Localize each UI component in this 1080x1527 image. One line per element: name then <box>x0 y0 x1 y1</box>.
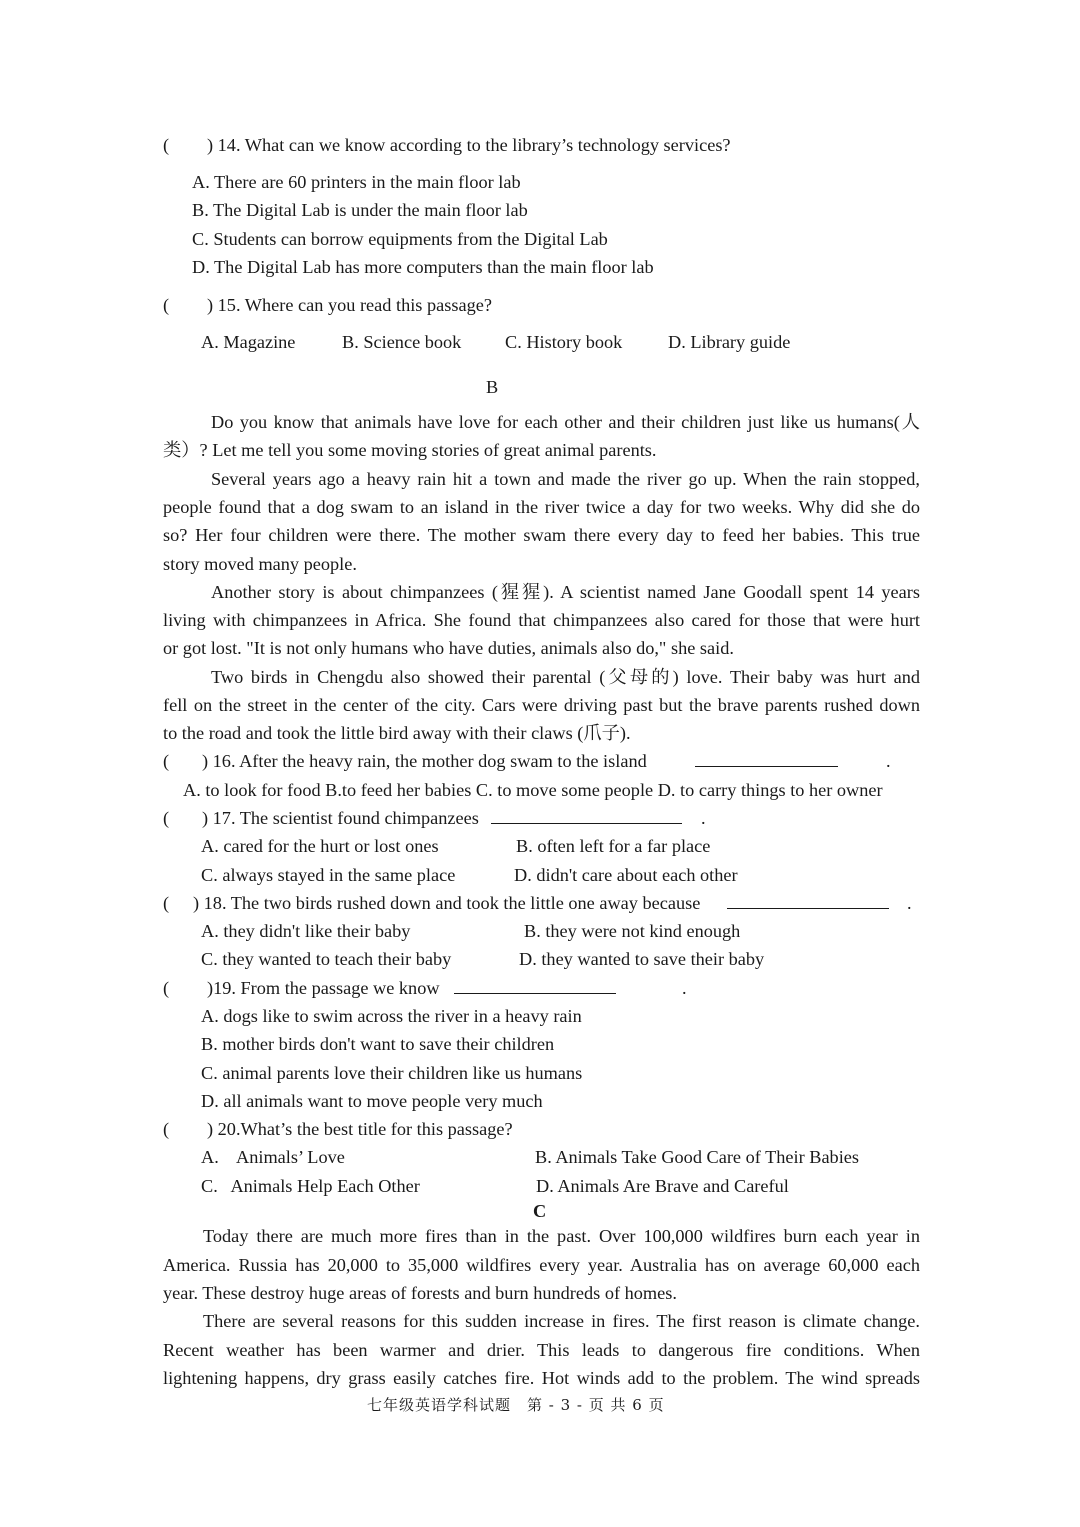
section-b-line-9: or got lost. "It is not only humans who have duties, animals also do," she said. <box>163 638 734 658</box>
section-c-line-3: year. These destroy huge areas of forests and burn hundreds of homes. <box>163 1283 677 1303</box>
q15-bracket: ( <box>163 295 170 315</box>
section-b-line-11: fell on the street in the center of the city. Cars were driving past but the brave parents rushed down <box>163 695 920 715</box>
section-b-heading: B <box>486 377 499 397</box>
q17-option-d: D. didn't care about each other <box>514 865 738 885</box>
q16-stem: ) 16. After the heavy rain, the mother dog swam to the island <box>202 751 647 771</box>
section-b-line-4: people found that a dog swam to an island in the river twice a day for two weeks. Why did she do <box>163 497 920 517</box>
q17-option-b: B. often left for a far place <box>516 836 711 856</box>
q18-option-a: A. they didn't like their baby <box>201 921 411 941</box>
q19-option-d: D. all animals want to move people very much <box>201 1091 543 1111</box>
q18-bracket: ( <box>163 893 170 913</box>
q16-answer-blank <box>695 749 838 773</box>
section-b-line-3: Several years ago a heavy rain hit a town and made the river go up. When the rain stopped, <box>211 469 920 489</box>
q14-option-d: D. The Digital Lab has more computers than the main floor lab <box>192 257 654 277</box>
q14-option-a: A. There are 60 printers in the main floor lab <box>192 172 521 192</box>
q19-bracket: ( <box>163 978 170 998</box>
section-c-line-4: There are several reasons for this sudden increase in fires. The first reason is climate change. <box>203 1311 920 1331</box>
q17-option-c: C. always stayed in the same place <box>201 865 456 885</box>
q15-option-a: A. Magazine <box>201 332 296 352</box>
q15-stem: ) 15. Where can you read this passage? <box>207 295 492 315</box>
q19-option-c: C. animal parents love their children like us humans <box>201 1063 583 1083</box>
section-b-line-10: Two birds in Chengdu also showed their parental (父母的) love. Their baby was hurt and <box>211 667 920 687</box>
q18-option-c: C. they wanted to teach their baby <box>201 949 452 969</box>
section-b-line-12: to the road and took the little bird away with their claws (爪子). <box>163 723 631 743</box>
section-c-line-1: Today there are much more fires than in the past. Over 100,000 wildfires burn each year in <box>203 1226 920 1246</box>
q15-option-b: B. Science book <box>342 332 462 352</box>
section-b-line-2: 类）? Let me tell you some moving stories of great animal parents. <box>163 440 657 460</box>
section-b-line-1: Do you know that animals have love for each other and their children just like us humans(人 <box>211 412 920 432</box>
page-footer: 七年级英语学科试题 第 - 3 - 页 共 6 页 <box>367 1396 665 1414</box>
q20-bracket: ( <box>163 1119 170 1139</box>
section-b-line-5: so? Her four children were there. The mother swam there every day to feed her babies. This true <box>163 525 920 545</box>
q14-stem: ) 14. What can we know according to the library’s technology services? <box>207 135 731 155</box>
q14-option-c: C. Students can borrow equipments from the Digital Lab <box>192 229 608 249</box>
q18-option-b: B. they were not kind enough <box>524 921 741 941</box>
q16-options: A. to look for food B.to feed her babies C. to move some people D. to carry things to her owner <box>183 780 883 800</box>
q19-option-a: A. dogs like to swim across the river in a heavy rain <box>201 1006 582 1026</box>
q17-answer-blank <box>491 806 682 830</box>
q17-stem: ) 17. The scientist found chimpanzees <box>202 808 479 828</box>
section-c-heading: C <box>533 1201 547 1221</box>
q20-stem: ) 20.What’s the best title for this passage? <box>207 1119 513 1139</box>
q16-end-period: . <box>886 751 891 771</box>
q20-option-c: C. Animals Help Each Other <box>201 1176 420 1196</box>
q18-answer-blank <box>727 891 889 915</box>
q18-option-d: D. they wanted to save their baby <box>519 949 765 969</box>
q20-option-a: A. Animals’ Love <box>201 1147 345 1167</box>
q19-answer-blank <box>454 976 616 1000</box>
section-b-line-6: story moved many people. <box>163 554 357 574</box>
q15-option-d: D. Library guide <box>668 332 791 352</box>
q14-option-b: B. The Digital Lab is under the main floor lab <box>192 200 528 220</box>
q17-end-period: . <box>701 808 706 828</box>
section-b-line-7: Another story is about chimpanzees (猩猩). A scientist named Jane Goodall spent 14 years <box>211 582 920 602</box>
section-c-line-2: America. Russia has 20,000 to 35,000 wildfires every year. Australia has on average 60,000 each <box>163 1255 920 1275</box>
q19-end-period: . <box>682 978 687 998</box>
q18-stem: ) 18. The two birds rushed down and took the little one away because <box>193 893 701 913</box>
q14-bracket: ( <box>163 135 170 155</box>
section-c-line-6: lightening happens, dry grass easily catches fire. Hot winds add to the problem. The wind spreads <box>163 1368 920 1388</box>
q20-option-d: D. Animals Are Brave and Careful <box>536 1176 789 1196</box>
q17-bracket: ( <box>163 808 170 828</box>
q20-option-b: B. Animals Take Good Care of Their Babies <box>535 1147 859 1167</box>
q19-stem: )19. From the passage we know <box>207 978 440 998</box>
section-c-line-5: Recent weather has been warmer and drier. This leads to dangerous fire conditions. When <box>163 1340 920 1360</box>
q15-option-c: C. History book <box>505 332 623 352</box>
q18-end-period: . <box>907 893 912 913</box>
q16-bracket: ( <box>163 751 170 771</box>
q19-option-b: B. mother birds don't want to save their children <box>201 1034 555 1054</box>
section-b-line-8: living with chimpanzees in Africa. She found that chimpanzees also cared for those that were hurt <box>163 610 920 630</box>
q17-option-a: A. cared for the hurt or lost ones <box>201 836 439 856</box>
